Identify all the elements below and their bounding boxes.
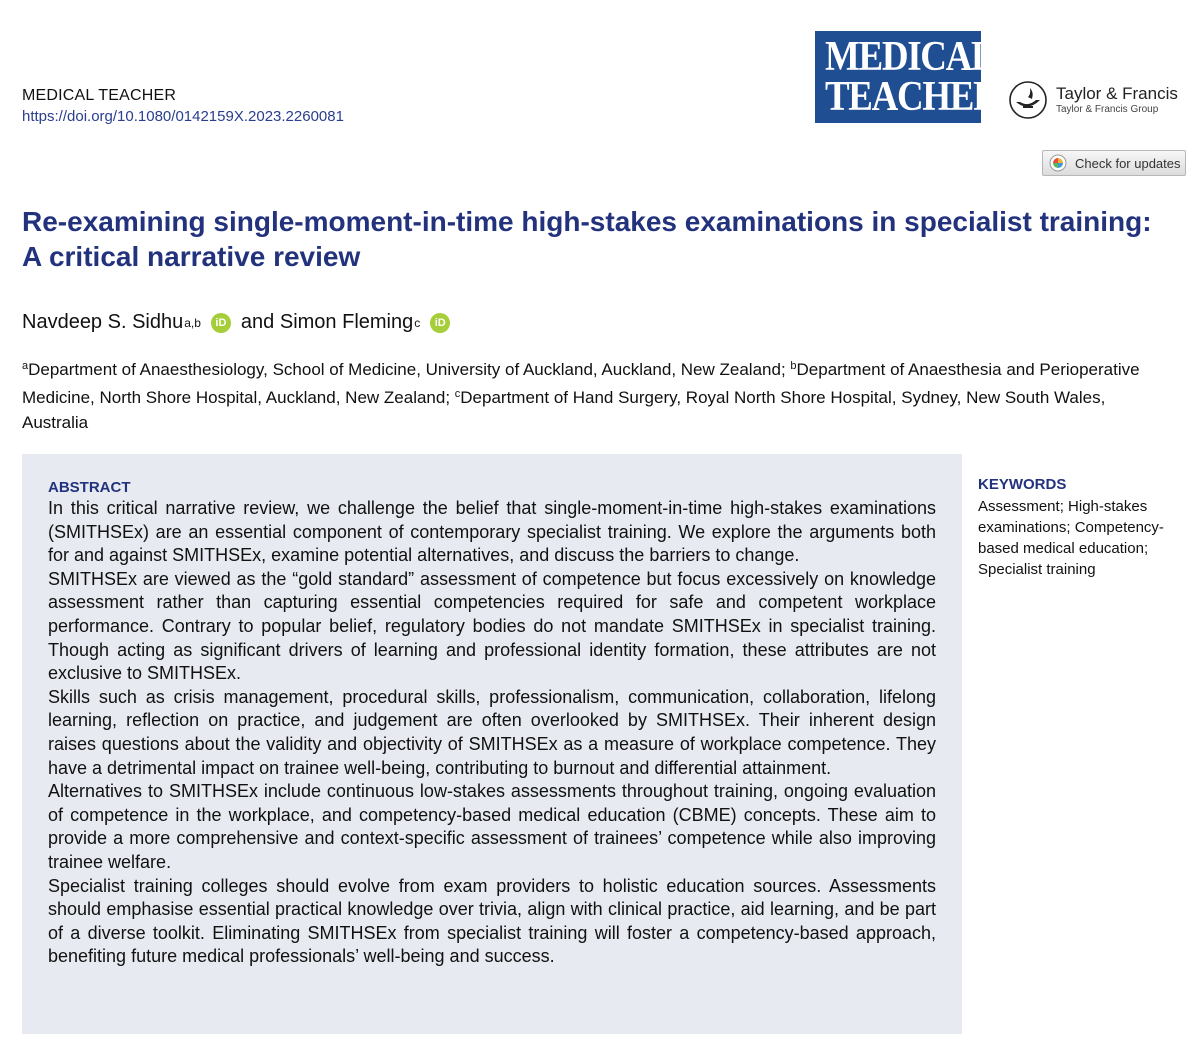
affiliations xyxy=(22,354,1172,435)
journal-logo xyxy=(815,31,999,123)
journal-name: MEDICAL TEACHER xyxy=(22,87,177,104)
abstract-paragraph: Alternatives to SMITHSEx include continuous low-stakes assessments throughout training, ongoing evaluation of competence in the workplace, and competency-based medical education (CBME) concepts. These aim to provide a more comprehensive and context-specific assessment of trainees’ competence while also improving trainee welfare. xyxy=(48,781,936,872)
abstract-paragraph: SMITHSEx are viewed as the “gold standard” assessment of competence but focus excessively on knowledge assessment rather than capturing essential competencies required for safe and competent workplace performance. Contrary to popular belief, regulatory bodies do not mandate SMITHSEx in specialist training. Though acting as significant drivers of learning and professional identity formation, these attributes are not exclusive to SMITHSEx. xyxy=(48,568,936,684)
check-for-updates-button[interactable] xyxy=(1042,150,1186,176)
author-name: Navdeep S. Sidhu xyxy=(22,311,184,333)
affiliation-mark: b xyxy=(790,360,797,372)
publisher-group: Taylor & Francis Group xyxy=(1056,104,1159,115)
author-connector: and xyxy=(240,311,275,333)
author-affiliation-mark: c xyxy=(414,315,421,330)
publisher-name: Taylor & Francis xyxy=(1056,84,1178,103)
abstract-box xyxy=(22,454,962,1034)
publisher-logo xyxy=(1008,80,1178,120)
affiliation-text: Department of Hand Surgery, Royal North Shore Hospital, Sydney, New South Wales, Australia xyxy=(22,388,1106,432)
affiliation-mark: a xyxy=(22,360,29,372)
keywords-heading: KEYWORDS xyxy=(978,476,1067,493)
abstract-heading: ABSTRACT xyxy=(48,479,131,496)
affiliation-text: Department of Anaesthesiology, School of Medicine, University of Auckland, Auckland, New Zealand; xyxy=(28,360,791,379)
abstract-paragraph: Skills such as crisis management, procedural skills, professionalism, communication, collaboration, lifelong learning, reflection on practice, and judgement are often overlooked by SMITHSEx. Their inherent design raises questions about the validity and objectivity of SMITHSEx as a measure of workplace competence. They have a detrimental impact on trainee well-being, contributing to burnout and differential attainment. xyxy=(48,686,936,778)
orcid-icon[interactable]: iD xyxy=(430,313,450,333)
lamp-icon xyxy=(1008,80,1048,120)
affiliation-mark: c xyxy=(454,388,461,400)
orcid-icon[interactable]: iD xyxy=(211,313,231,333)
abstract-paragraph: In this critical narrative review, we challenge the belief that single-moment-in-time high-stakes examinations (SMITHSEx) are an essential component of contemporary specialist training. We explore the arguments both for and against SMITHSEx, examine potential alternatives, and discuss the barriers to change. xyxy=(48,498,936,566)
keywords-section xyxy=(978,476,1178,580)
affiliation-text: Department of Anaesthesia and Perioperative Medicine, North Shore Hospital, Auckland, New Zealand; xyxy=(22,360,1140,407)
article-title: Re-examining single-moment-in-time high-stakes examinations in specialist training: A critical narrative review xyxy=(22,206,1152,272)
author-list xyxy=(22,311,460,334)
check-updates-icon xyxy=(1049,154,1067,172)
journal-logo-line1: MEDICAL xyxy=(824,34,995,80)
keywords-list: Assessment; High-stakes examinations; Competency-based medical education; Specialist training xyxy=(978,498,1164,578)
author-name: Simon Fleming xyxy=(279,311,414,333)
doi-link[interactable]: https://doi.org/10.1080/0142159X.2023.2260081 xyxy=(22,108,344,125)
check-for-updates-label: Check for updates xyxy=(1075,155,1181,171)
journal-logo-line2: TEACHER xyxy=(824,74,999,120)
journal-header xyxy=(22,87,344,125)
author-affiliation-mark: a,b xyxy=(184,315,201,330)
abstract-paragraph: Specialist training colleges should evolve from exam providers to holistic education sources. Assessments should emphasise essential practical knowledge over trivia, align with clinical practice, aid learning, and be part of a diverse toolkit. Eliminating SMITHSEx from specialist training will foster a competency-based approach, benefiting future medical professionals’ well-being and success. xyxy=(48,875,936,967)
